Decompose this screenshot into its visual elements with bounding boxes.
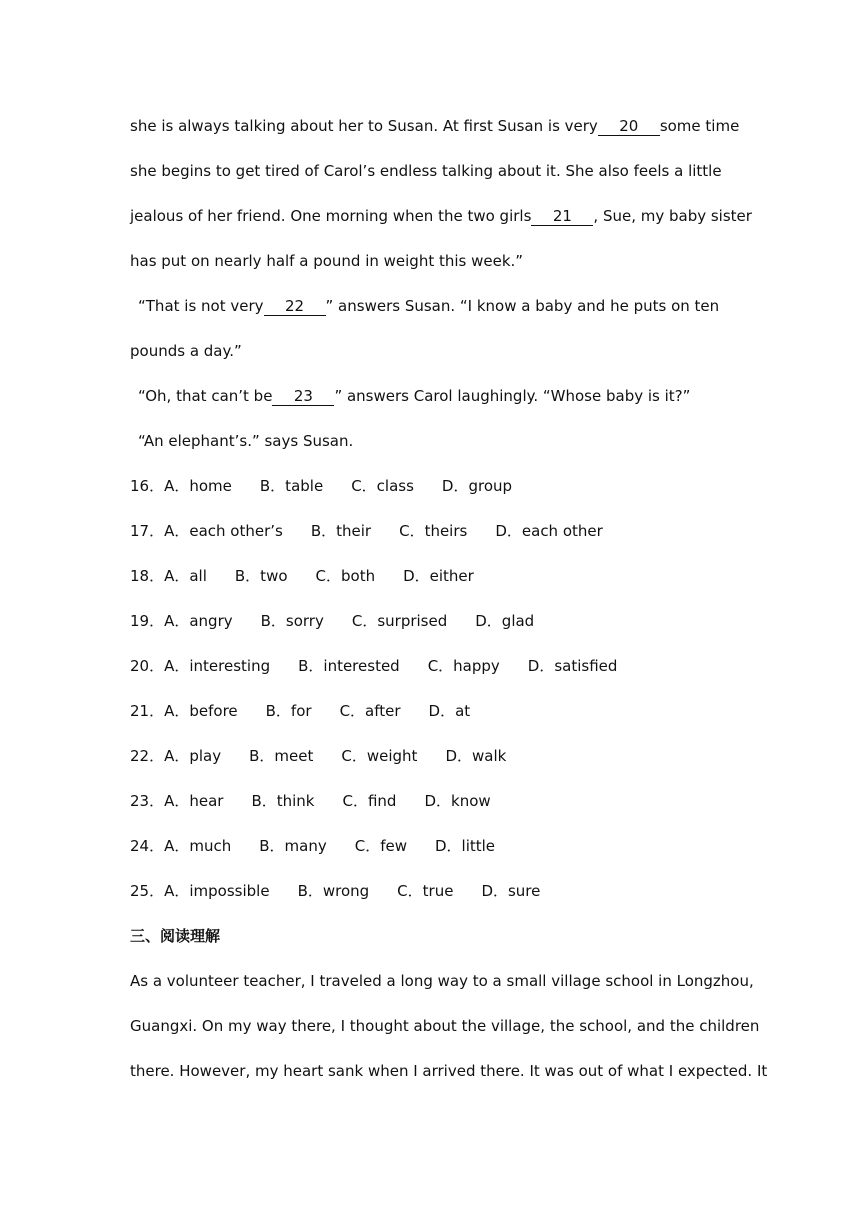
option-b: B．sorry [260, 612, 324, 630]
option-a: A．all [164, 567, 207, 585]
option-a: A．each other’s [164, 522, 283, 540]
option-a: A．before [164, 702, 238, 720]
question-row [130, 869, 734, 914]
option-c: C．find [342, 792, 397, 810]
document-page [130, 104, 768, 1094]
blank-23: 23 [272, 388, 334, 406]
option-d: D．either [403, 567, 474, 585]
question-row [130, 509, 734, 554]
question-row [130, 734, 734, 779]
option-d: D．group [441, 477, 513, 495]
option-c: C．true [397, 882, 454, 900]
passage-line: jealous of her friend. One morning when the two girls 21 , Sue, my baby sister [130, 207, 752, 225]
option-c: C．weight [341, 747, 418, 765]
question-number: 25． [130, 882, 165, 900]
option-d: D．walk [445, 747, 507, 765]
option-b: B．their [310, 522, 372, 540]
question-row [130, 554, 734, 599]
option-c: C．class [351, 477, 414, 495]
option-a: A．hear [164, 792, 224, 810]
question-row [130, 464, 734, 509]
option-b: B．wrong [297, 882, 370, 900]
option-a: A．play [164, 747, 222, 765]
option-b: B．think [251, 792, 315, 810]
option-c: C．few [354, 837, 407, 855]
option-b: B．table [259, 477, 324, 495]
option-a: A．home [164, 477, 232, 495]
option-a: A．interesting [164, 657, 271, 675]
option-d: D．glad [475, 612, 535, 630]
blank-22: 22 [264, 298, 326, 316]
passage-line: pounds a day.” [130, 342, 242, 360]
question-number: 21． [130, 702, 165, 720]
option-d: D．satisfied [527, 657, 618, 675]
option-c: C．happy [427, 657, 500, 675]
question-row [130, 779, 734, 824]
blank-20: 20 [598, 118, 660, 136]
option-c: C．both [315, 567, 376, 585]
passage-line: “An elephant’s.” says Susan. [138, 432, 354, 450]
passage-line: she begins to get tired of Carol’s endless talking about it. She also feels a little [130, 162, 722, 180]
option-d: D．each other [495, 522, 603, 540]
option-a: A．angry [164, 612, 233, 630]
paragraph-line: As a volunteer teacher, I traveled a long way to a small village school in Longzhou, [130, 972, 754, 990]
blank-21: 21 [531, 208, 593, 226]
question-number: 24． [130, 837, 165, 855]
question-number: 20． [130, 657, 165, 675]
paragraph-line: there. However, my heart sank when I arrived there. It was out of what I expected. It [130, 1062, 768, 1080]
option-b: B．interested [298, 657, 400, 675]
section-heading: 三、阅读理解 [130, 927, 221, 945]
question-number: 16． [130, 477, 165, 495]
question-number: 23． [130, 792, 165, 810]
option-b: B．meet [249, 747, 314, 765]
passage-line: has put on nearly half a pound in weight this week.” [130, 252, 524, 270]
passage-line: “Oh, that can’t be 23 ” answers Carol laughingly. “Whose baby is it?” [138, 387, 691, 405]
option-b: B．two [234, 567, 288, 585]
option-d: D．know [424, 792, 491, 810]
question-row [130, 689, 734, 734]
option-d: D．at [428, 702, 471, 720]
question-number: 22． [130, 747, 165, 765]
question-number: 19． [130, 612, 165, 630]
option-d: D．sure [481, 882, 541, 900]
question-number: 17． [130, 522, 165, 540]
option-a: A．much [164, 837, 232, 855]
passage-line: “That is not very 22 ” answers Susan. “I know a baby and he puts on ten [138, 297, 720, 315]
option-d: D．little [434, 837, 496, 855]
option-b: B．for [265, 702, 312, 720]
question-row [130, 644, 734, 689]
option-a: A．impossible [164, 882, 270, 900]
option-c: C．surprised [351, 612, 448, 630]
question-row [130, 824, 734, 869]
option-c: C．after [339, 702, 401, 720]
question-number: 18． [130, 567, 165, 585]
option-b: B．many [259, 837, 327, 855]
passage-line: she is always talking about her to Susan. At first Susan is very 20 some time [130, 117, 740, 135]
option-c: C．theirs [399, 522, 468, 540]
paragraph-line: Guangxi. On my way there, I thought about the village, the school, and the children [130, 1017, 760, 1035]
question-row [130, 599, 734, 644]
